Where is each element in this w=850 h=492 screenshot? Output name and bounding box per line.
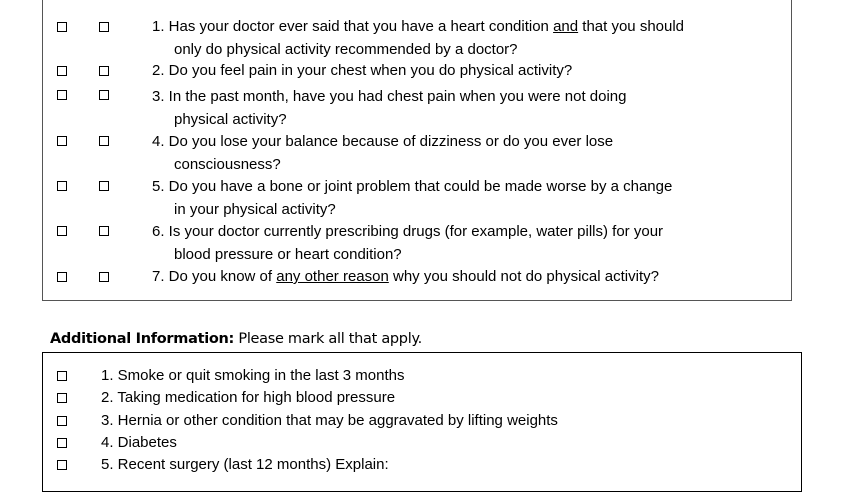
q3-no-checkbox[interactable] [99,90,109,100]
q4-text-line1: 4. Do you lose your balance because of dizziness or do you ever lose [152,133,614,150]
additional-item2-checkbox[interactable] [57,393,67,403]
q6-text-line1: 6. Is your doctor currently prescribing drugs (for example, water pills) for your [152,223,664,240]
q2-no-checkbox[interactable] [99,66,109,76]
q3-yes-checkbox[interactable] [57,90,67,100]
q7-yes-checkbox[interactable] [57,272,67,282]
q3-text-line1: 3. In the past month, have you had chest pain when you were not doing [152,88,627,105]
additional-item2-text: 2. Taking medication for high blood pressure [101,389,396,406]
additional-item3-checkbox[interactable] [57,416,67,426]
additional-item3-text: 3. Hernia or other condition that may be aggravated by lifting weights [101,412,558,429]
q4-yes-checkbox[interactable] [57,136,67,146]
q1-yes-checkbox[interactable] [57,22,67,32]
q4-no-checkbox[interactable] [99,136,109,146]
additional-item4-checkbox[interactable] [57,438,67,448]
q1-text-line2: only do physical activity recommended by a doctor? [174,41,518,58]
q5-no-checkbox[interactable] [99,181,109,191]
additional-item5-checkbox[interactable] [57,460,67,470]
q6-yes-checkbox[interactable] [57,226,67,236]
q5-text-line2: in your physical activity? [174,201,336,218]
q6-no-checkbox[interactable] [99,226,109,236]
additional-item1-text: 1. Smoke or quit smoking in the last 3 months [101,367,405,384]
q7-text-line1: 7. Do you know of any other reason why you should not do physical activity? [152,268,659,285]
additional-item4-text: 4. Diabetes [101,434,177,451]
q1-no-checkbox[interactable] [99,22,109,32]
q2-text-line1: 2. Do you feel pain in your chest when you do physical activity? [152,62,573,79]
additional-info-heading: Additional Information: Please mark all that apply. [50,331,422,347]
q3-text-line2: physical activity? [174,111,287,128]
q2-yes-checkbox[interactable] [57,66,67,76]
additional-item5-text: 5. Recent surgery (last 12 months) Explain: [101,456,389,473]
q6-text-line2: blood pressure or heart condition? [174,246,402,263]
q5-yes-checkbox[interactable] [57,181,67,191]
q4-text-line2: consciousness? [174,156,281,173]
q7-no-checkbox[interactable] [99,272,109,282]
q5-text-line1: 5. Do you have a bone or joint problem that could be made worse by a change [152,178,673,195]
additional-item1-checkbox[interactable] [57,371,67,381]
q1-text-line1: 1. Has your doctor ever said that you have a heart condition and that you should [152,18,685,35]
